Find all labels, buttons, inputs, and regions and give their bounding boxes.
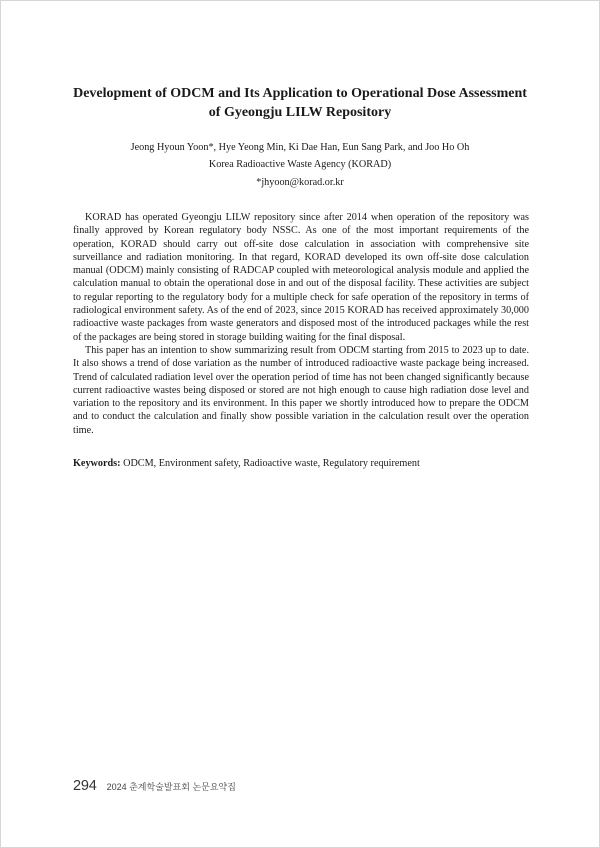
page-footer xyxy=(73,778,236,798)
title-line-2: of Gyeongju LILW Repository xyxy=(208,105,392,120)
keywords xyxy=(73,457,529,470)
page-number: 294 xyxy=(73,778,97,794)
author-email: *jhyoon@korad.or.kr xyxy=(256,177,344,188)
affiliation: Korea Radioactive Waste Agency (KORAD) xyxy=(208,159,392,170)
abstract xyxy=(73,211,529,437)
footer-publication-title: 2024 춘계학술발표회 논문요약집 xyxy=(106,782,236,792)
author-list: Jeong Hyoun Yoon*, Hye Yeong Min, Ki Dae Han, Eun Sang Park, and Joo Ho Oh xyxy=(130,142,470,153)
abstract-paragraph-1: KORAD has operated Gyeongju LILW repository since after 2014 when operation of the repository was finally approved by Korean regulatory body NSSC. As one of the most important requirements of the operation, KORAD should carry out off-site dose calculation in association with comprehensive site surveillance and radiation monitoring. In that regard, KORAD developed its own off-site dose calculation manual (ODCM) mainly consisting of RADCAP coupled with meteorological analysis module and applied the calculation manual to obtain the operational dose in and out of the disposal facility. These activities are subject to regular reporting to the regulatory body for a multiple check for safe operation of the repository in terms of radiological environment safety. As of the end of 2023, since 2015 KORAD has received approximately 30,000 radioactive waste packages from waste generators and disposed most of the introduced packages while the rest of the packages are being stored in storage building waiting for the final disposal. xyxy=(73,212,529,343)
keywords-label: Keywords: xyxy=(73,458,121,469)
keywords-text: ODCM, Environment safety, Radioactive waste, Regulatory requirement xyxy=(120,458,420,469)
paper-title xyxy=(60,84,540,122)
abstract-paragraph-2: This paper has an intention to show summarizing result from ODCM starting from 2015 to 2023 up to date. It also shows a trend of dose variation as the number of introduced radioactive waste package being increased. Trend of calculated radiation level over the operation period of time has not been changed significantly because current radioactive wastes being disposed or stored are not high enough to cause high radiation dose level and variation to the repository and its environment. In this paper we shortly introduced how to prepare the ODCM and to conduct the calculation and finally show possible variation in the calculation result over the operation time. xyxy=(73,344,529,436)
title-line-1: Development of ODCM and Its Application to Operational Dose Assessment xyxy=(73,86,527,101)
